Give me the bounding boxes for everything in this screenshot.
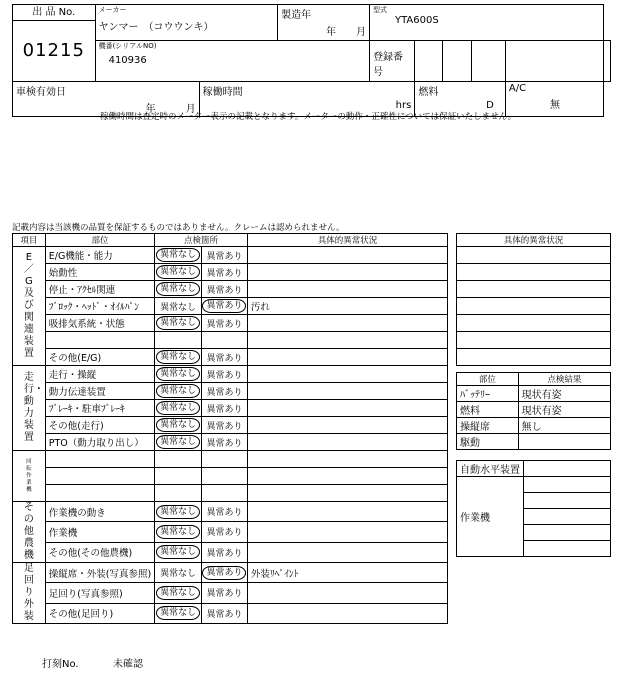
table-row bbox=[13, 502, 448, 522]
detail-cell bbox=[247, 264, 447, 281]
option-ok-cell bbox=[155, 485, 202, 502]
option-ng-cell bbox=[201, 332, 247, 349]
option-ok: 異常なし bbox=[156, 606, 200, 620]
option-ok: 異常なし bbox=[156, 282, 200, 296]
table-row bbox=[13, 417, 448, 434]
part-cell: その他(その他農機) bbox=[45, 542, 154, 562]
hours-label: 稼働時間 bbox=[202, 87, 243, 98]
hours-unit: hrs bbox=[395, 100, 412, 111]
table-row bbox=[13, 542, 448, 562]
part-cell: その他(足回り) bbox=[45, 603, 154, 623]
option-ng: 異常あり bbox=[206, 548, 243, 559]
option-ok-cell bbox=[155, 281, 202, 298]
option-ng-cell bbox=[201, 366, 247, 383]
part-cell: 吸排気系統・状態 bbox=[45, 315, 154, 332]
results-value: 無し bbox=[518, 418, 610, 434]
detail-cell bbox=[247, 247, 447, 264]
implement-label: 作業機 bbox=[457, 477, 524, 557]
detail-cell bbox=[247, 451, 447, 468]
option-ng: 異常あり bbox=[206, 319, 243, 330]
option-ok-cell bbox=[155, 247, 202, 264]
year-cell bbox=[278, 5, 370, 41]
option-ok-cell bbox=[155, 332, 202, 349]
option-ng-cell bbox=[201, 417, 247, 434]
auto-level-label: 自動水平装置 bbox=[457, 461, 524, 477]
lot-label: 出 品 No. bbox=[13, 5, 95, 21]
option-ok: 異常なし bbox=[156, 525, 200, 539]
part-cell: E/G機能・能力 bbox=[45, 247, 154, 264]
reg-label: 登録番号 bbox=[372, 52, 403, 79]
right-detail-row bbox=[457, 332, 611, 349]
option-ok-cell bbox=[155, 400, 202, 417]
option-ok-cell bbox=[155, 502, 202, 522]
option-ok-cell bbox=[155, 583, 202, 603]
right-detail-row bbox=[457, 298, 611, 315]
option-ok: 異常なし bbox=[156, 384, 200, 398]
category-cell bbox=[13, 366, 46, 451]
part-cell: 動力伝達装置 bbox=[45, 383, 154, 400]
option-ok: 異常なし bbox=[156, 586, 200, 600]
option-ng-cell bbox=[201, 502, 247, 522]
results-table bbox=[456, 372, 611, 450]
lot-number: 01215 bbox=[22, 40, 85, 61]
option-ok-cell bbox=[155, 468, 202, 485]
header-table bbox=[12, 4, 611, 117]
option-ok: 異常なし bbox=[156, 265, 200, 279]
option-ng: 異常あり bbox=[206, 387, 243, 398]
option-ng: 異常あり bbox=[206, 370, 243, 381]
implement-row-2 bbox=[524, 493, 611, 509]
part-cell: その他(E/G) bbox=[45, 349, 154, 366]
option-ok-cell bbox=[155, 417, 202, 434]
reg-label-cell bbox=[369, 41, 414, 82]
option-ok-cell bbox=[155, 563, 202, 583]
year-label: 製造年 bbox=[281, 10, 312, 21]
option-ng-cell bbox=[201, 603, 247, 623]
option-ng-cell bbox=[201, 583, 247, 603]
detail-cell bbox=[247, 434, 447, 451]
table-row bbox=[13, 315, 448, 332]
table-row bbox=[13, 247, 448, 264]
ac-cell bbox=[505, 82, 603, 117]
option-ok: 異常なし bbox=[156, 401, 200, 415]
category-label: その他農機 bbox=[23, 502, 34, 561]
table-row bbox=[13, 522, 448, 542]
implement-row-3 bbox=[524, 509, 611, 525]
inspection-table bbox=[12, 233, 448, 624]
results-row bbox=[457, 402, 611, 418]
results-value bbox=[518, 434, 610, 450]
table-row bbox=[13, 400, 448, 417]
results-col-result: 点検結果 bbox=[518, 373, 610, 386]
option-ok-cell bbox=[155, 349, 202, 366]
option-ok-cell bbox=[155, 264, 202, 281]
option-ng: 異常あり bbox=[206, 353, 243, 364]
option-ng: 異常あり bbox=[206, 421, 243, 432]
right-detail-row bbox=[457, 349, 611, 366]
right-detail-table bbox=[456, 233, 611, 366]
option-ok: 異常なし bbox=[160, 569, 197, 580]
maker-label: メーカー bbox=[98, 6, 127, 14]
detail-cell bbox=[247, 315, 447, 332]
detail-cell bbox=[247, 522, 447, 542]
category-cell bbox=[13, 247, 46, 366]
option-ng: 異常あり bbox=[206, 589, 243, 600]
table-row bbox=[13, 583, 448, 603]
detail-cell bbox=[247, 485, 447, 502]
option-ng: 異常あり bbox=[206, 438, 243, 449]
detail-cell bbox=[247, 349, 447, 366]
right-detail-row bbox=[457, 315, 611, 332]
option-ng-cell bbox=[201, 542, 247, 562]
results-value: 現状有姿 bbox=[518, 386, 610, 402]
implement-row-5 bbox=[524, 541, 611, 557]
detail-cell bbox=[247, 366, 447, 383]
option-ok: 異常なし bbox=[156, 545, 200, 559]
part-cell: PTO（動力取り出し） bbox=[45, 434, 154, 451]
reg-box-2 bbox=[442, 41, 472, 82]
inspection-unit: 年 月 bbox=[145, 104, 196, 115]
detail-cell bbox=[247, 383, 447, 400]
option-ok: 異常なし bbox=[156, 418, 200, 432]
part-cell: ﾌﾞﾚｰｷ・駐車ﾌﾞﾚｰｷ bbox=[45, 400, 154, 417]
category-label: 走行・動力装置 bbox=[23, 372, 44, 443]
maker-cell bbox=[95, 5, 278, 41]
category-label: 回転作業機 bbox=[26, 458, 32, 493]
right-detail-row bbox=[457, 264, 611, 281]
implement-table bbox=[456, 460, 611, 557]
option-ok-cell bbox=[155, 298, 202, 315]
serial-cell bbox=[95, 41, 369, 82]
table-row bbox=[13, 332, 448, 349]
implement-row-4 bbox=[524, 525, 611, 541]
detail-cell bbox=[247, 332, 447, 349]
part-cell: 作業機の動き bbox=[45, 502, 154, 522]
detail-cell: 汚れ bbox=[247, 298, 447, 315]
option-ng-cell bbox=[201, 315, 247, 332]
quality-note: 記載内容は当該機の品質を保証するものではありません。クレームは認められません。 bbox=[12, 223, 345, 233]
ac-value: 無 bbox=[550, 100, 560, 111]
part-cell: 操縦席・外装(写真参照) bbox=[45, 563, 154, 583]
results-part: 操縦席 bbox=[457, 418, 519, 434]
table-row bbox=[13, 383, 448, 400]
stamp-label: 打刻No. bbox=[42, 659, 79, 670]
model-cell bbox=[369, 5, 603, 41]
option-ok-cell bbox=[155, 603, 202, 623]
detail-cell bbox=[247, 603, 447, 623]
category-cell bbox=[13, 451, 46, 502]
detail-cell: 外装ﾘﾍﾟｲﾝﾄ bbox=[247, 563, 447, 583]
detail-cell bbox=[247, 542, 447, 562]
implement-row-1 bbox=[524, 477, 611, 493]
option-ng: 異常あり bbox=[206, 285, 243, 296]
col-part: 部位 bbox=[45, 234, 154, 247]
category-label: E／G及び関連装置 bbox=[23, 252, 34, 359]
option-ng-cell bbox=[201, 400, 247, 417]
maker-value: ヤンマー （コウウンキ） bbox=[98, 22, 214, 33]
table-row bbox=[13, 603, 448, 623]
option-ok-cell bbox=[155, 315, 202, 332]
detail-cell bbox=[247, 502, 447, 522]
right-detail-row bbox=[457, 247, 611, 264]
part-cell: その他(走行) bbox=[45, 417, 154, 434]
option-ng: 異常あり bbox=[206, 268, 243, 279]
option-ok: 異常なし bbox=[156, 505, 200, 519]
option-ok: 異常なし bbox=[156, 316, 200, 330]
option-ok: 異常なし bbox=[156, 248, 200, 262]
option-ng-cell bbox=[201, 264, 247, 281]
inspection-label: 車検有効日 bbox=[16, 87, 66, 98]
option-ng-cell bbox=[201, 247, 247, 264]
reg-box-1 bbox=[415, 41, 443, 82]
option-ng-cell bbox=[201, 522, 247, 542]
results-row bbox=[457, 386, 611, 402]
category-cell bbox=[13, 563, 46, 624]
option-ok: 異常なし bbox=[156, 350, 200, 364]
part-cell: ﾌﾞﾛｯｸ・ﾍｯﾄﾞ・ｵｲﾙﾊﾟﾝ bbox=[45, 298, 154, 315]
col-check: 点検箇所 bbox=[155, 234, 248, 247]
option-ng-cell bbox=[201, 349, 247, 366]
table-row bbox=[13, 468, 448, 485]
option-ok-cell bbox=[155, 542, 202, 562]
results-part: ﾊﾞｯﾃﾘｰ bbox=[457, 386, 519, 402]
part-cell: 始動性 bbox=[45, 264, 154, 281]
option-ng-cell bbox=[201, 298, 247, 315]
detail-cell bbox=[247, 583, 447, 603]
results-value: 現状有姿 bbox=[518, 402, 610, 418]
option-ok: 異常なし bbox=[156, 367, 200, 381]
results-part: 駆動 bbox=[457, 434, 519, 450]
detail-cell bbox=[247, 400, 447, 417]
ac-label: A/C bbox=[508, 83, 527, 94]
table-row bbox=[13, 349, 448, 366]
part-cell bbox=[45, 468, 154, 485]
col-category: 項目 bbox=[13, 234, 46, 247]
serial-value: 410936 bbox=[108, 55, 147, 67]
option-ng-cell bbox=[201, 434, 247, 451]
model-value: YTA600S bbox=[394, 15, 439, 26]
col-detail: 具体的異常状況 bbox=[247, 234, 447, 247]
table-row bbox=[13, 451, 448, 468]
reg-box-3 bbox=[472, 41, 505, 82]
table-row bbox=[13, 281, 448, 298]
table-row bbox=[13, 485, 448, 502]
model-label: 型式 bbox=[372, 6, 387, 14]
part-cell bbox=[45, 451, 154, 468]
reg-box-5 bbox=[604, 41, 611, 82]
option-ng: 異常あり bbox=[202, 566, 246, 580]
year-unit: 年 月 bbox=[325, 27, 366, 38]
option-ok: 異常なし bbox=[156, 435, 200, 449]
results-row bbox=[457, 434, 611, 450]
detail-cell bbox=[247, 417, 447, 434]
right-detail-header: 具体的異常状況 bbox=[457, 234, 611, 247]
serial-label: 機番(シリアルNO) bbox=[98, 42, 157, 51]
table-row bbox=[13, 366, 448, 383]
option-ng: 異常あり bbox=[206, 508, 243, 519]
hours-note: 稼働時間は査定時のメーター表示の記載となります。メーターの動作・正確性については保証いたしません。 bbox=[100, 112, 517, 122]
table-row bbox=[13, 264, 448, 281]
part-cell bbox=[45, 332, 154, 349]
option-ng-cell bbox=[201, 383, 247, 400]
part-cell bbox=[45, 485, 154, 502]
category-cell bbox=[13, 502, 46, 563]
option-ok-cell bbox=[155, 366, 202, 383]
option-ng: 異常あり bbox=[206, 251, 243, 262]
stamp-value: 未確認 bbox=[113, 659, 143, 670]
option-ng-cell bbox=[201, 563, 247, 583]
part-cell: 足回り(写真参照) bbox=[45, 583, 154, 603]
option-ng: 異常あり bbox=[206, 404, 243, 415]
table-row bbox=[13, 298, 448, 315]
results-part: 燃料 bbox=[457, 402, 519, 418]
fuel-value: D bbox=[486, 100, 494, 111]
table-row bbox=[13, 563, 448, 583]
right-detail-row bbox=[457, 281, 611, 298]
table-row bbox=[13, 434, 448, 451]
option-ok-cell bbox=[155, 434, 202, 451]
reg-box-4 bbox=[505, 41, 603, 82]
detail-cell bbox=[247, 281, 447, 298]
category-label: 足回り外装 bbox=[23, 563, 34, 622]
detail-cell bbox=[247, 468, 447, 485]
results-row bbox=[457, 418, 611, 434]
option-ng: 異常あり bbox=[206, 609, 243, 620]
option-ng-cell bbox=[201, 281, 247, 298]
option-ok-cell bbox=[155, 522, 202, 542]
part-cell: 作業機 bbox=[45, 522, 154, 542]
option-ok: 異常なし bbox=[160, 302, 197, 313]
option-ng: 異常あり bbox=[206, 528, 243, 539]
option-ok-cell bbox=[155, 383, 202, 400]
option-ok-cell bbox=[155, 451, 202, 468]
part-cell: 走行・操縦 bbox=[45, 366, 154, 383]
lot-cell bbox=[13, 5, 96, 82]
auto-level-value bbox=[524, 461, 611, 477]
part-cell: 停止・ｱｸｾﾙ関連 bbox=[45, 281, 154, 298]
option-ng-cell bbox=[201, 485, 247, 502]
option-ng-cell bbox=[201, 468, 247, 485]
option-ng: 異常あり bbox=[202, 299, 246, 313]
fuel-label: 燃料 bbox=[418, 87, 439, 98]
results-col-part: 部位 bbox=[457, 373, 519, 386]
option-ng-cell bbox=[201, 451, 247, 468]
